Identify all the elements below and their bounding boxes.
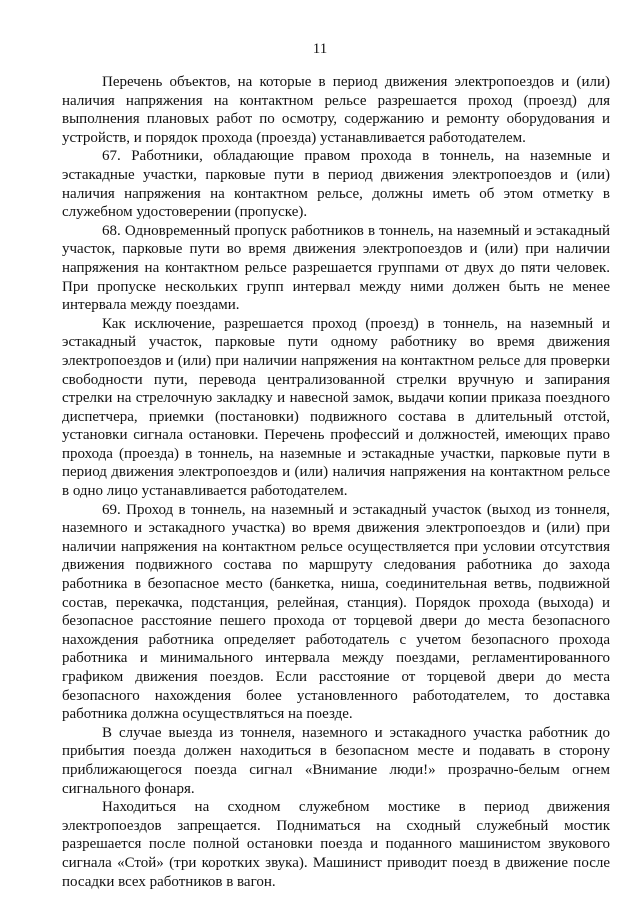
paragraph-item-67: 67. Работники, обладающие правом прохода в тоннель, на наземные и эстакадные участки, парковые пути в период движения электропоездов и (или) наличия напряжения на контактном рельсе, должны иметь об этом отметку в служебном удостоверении (пропуске).	[62, 148, 610, 221]
paragraph-exception: Как исключение, разрешается проход (проезд) в тоннель, на наземный и эстакадный участок, парковые пути одному работнику во время движения электропоездов и (или) при наличии напряжения на контактном рельсе для проверки свободности пути, перевода централизованной стрелки вручную и запирания стрелки на стрелочную закладку и навесной замок, выдачи копии приказа поездного диспетчера, приемки (постановки) подвижного состава в длительный отстой, установки сигнала остановки. Перечень профессий и должностей, имеющих право прохода (проезда) в тоннель, на наземные и эстакадные участки, парковые пути в период движения электропоездов и (или) наличия напряжения на контактном рельсе в одно лицо устанавливается работодателем.	[62, 315, 610, 500]
page-number: 11	[312, 41, 328, 57]
paragraph-objects-list: Перечень объектов, на которые в период движения электропоездов и (или) наличия напряжения на контактном рельсе разрешается проход (проезд) для выполнения плановых работ по осмотру, содержанию и ремонту оборудования и устройств, и порядок прохода (проезда) устанавливается работодателем.	[62, 74, 610, 146]
paragraph-item-68: 68. Одновременный пропуск работников в тоннель, на наземный и эстакадный участок, парковые пути во время движения электропоездов и (или) при наличии напряжения на контактном рельсе разрешается группами от двух до пяти человек. При пропуске нескольких групп интервал между ними должен быть не менее интервала между поездами.	[62, 222, 610, 314]
document-body	[62, 73, 610, 891]
paragraph-service-bridge: Находиться на сходном служебном мостике в период движения электропоездов запрещается. Подниматься на сходный служебный мостик разрешается после полной остановки поезда и поданного машинистом звукового сигнала «Стой» (три коротких звука). Машинист приводит поезд в движение после посадки всех работников в вагон.	[62, 799, 610, 890]
paragraph-exit-case: В случае выезда из тоннеля, наземного и эстакадного участка работник до прибытия поезда должен находиться в безопасном месте и подавать в сторону приближающегося поезда сигнал «Внимание люди!» прозрачно-белым огнем сигнального фонаря.	[62, 724, 610, 797]
paragraph-item-69: 69. Проход в тоннель, на наземный и эстакадный участок (выход из тоннеля, наземного и эстакадного участка) во время движения электропоездов и (или) при наличии напряжения на контактном рельсе осуществляется при условии отсутствия движения подвижного состава по маршруту следования работника до захода работника в безопасное место (банкетка, ниша, соединительная ветвь, подвижной состав, перекачка, подстанция, релейная, станция). Порядок прохода (выхода) и безопасное расстояние пешего прохода от торцевой двери до места безопасного нахождения работника определяет работодатель с учетом безопасного прохода работника и минимального интервала между поездами, регламентированного графиком движения поездов. Если расстояние от торцевой двери до места безопасного нахождения более установленного работодателем, то доставка работника должна осуществляться на поезде.	[62, 501, 610, 723]
